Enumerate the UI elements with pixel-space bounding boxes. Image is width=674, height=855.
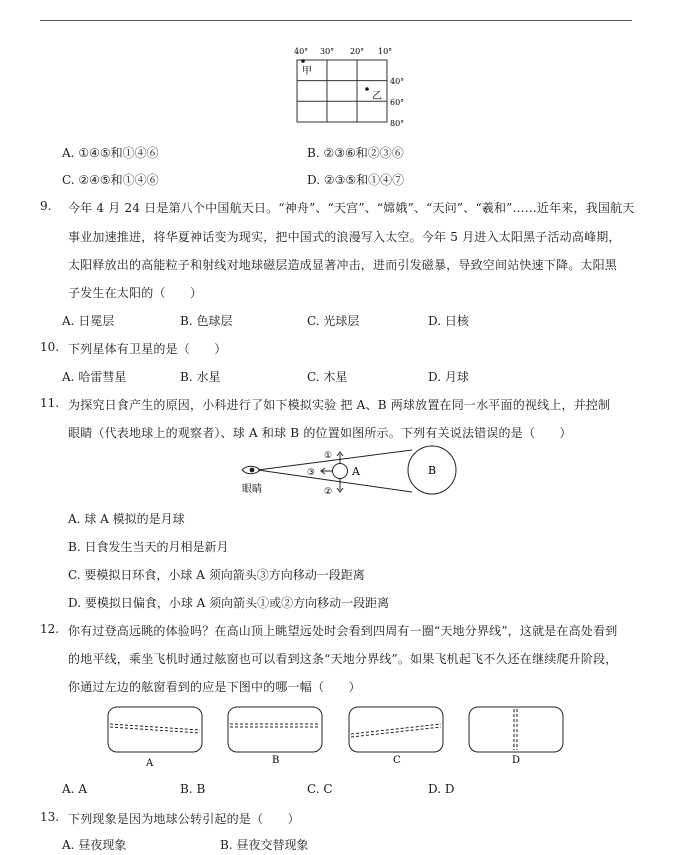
q13-stem: 下列现象是因为地球公转引起的是（ ）: [68, 812, 300, 826]
horizon-a-2: [110, 727, 200, 733]
window-b: [228, 707, 322, 752]
eye-label: 眼睛: [242, 484, 262, 495]
top-label-30: 30°: [320, 47, 335, 56]
figure-label-d: D: [512, 755, 521, 766]
q8-option-d[interactable]: D. ②③⑤和①④⑦: [307, 173, 405, 187]
ball-a-label: A: [352, 465, 360, 478]
q9-line-2: 事业加速推进，将华夏神话变为现实，把中国式的浪漫写入太空。今年 5 月进入太阳黑子活动高峰期，: [68, 230, 621, 244]
q12-line-3: 你通过左边的舷窗看到的应是下图中的哪一幅（ ）: [68, 680, 361, 694]
ball-b-label: B: [428, 464, 437, 477]
latlong-grid-figure: [280, 42, 410, 130]
q9-option-d[interactable]: D. 日核: [428, 314, 469, 328]
q11-option-d[interactable]: D. 要模拟日偏食，小球 A 须向箭头①或②方向移动一段距离: [68, 596, 390, 610]
figure-label-c: C: [393, 755, 401, 766]
q11-option-a[interactable]: A. 球 A 模拟的是月球: [68, 512, 185, 526]
window-horizon-figures: [100, 704, 570, 770]
window-d: [469, 707, 563, 752]
q9-option-c[interactable]: C. 光球层: [307, 314, 360, 328]
top-label-10: 10°: [378, 47, 393, 56]
right-label-60: 60°: [390, 98, 405, 107]
q9-number: 9.: [40, 199, 52, 213]
q12-line-2: 的地平线，乘坐飞机时通过舷窗也可以看到这条“天地分界线”。如果飞机起飞不久还在继续爬升阶段，: [68, 652, 618, 666]
q10-option-c[interactable]: C. 木星: [307, 370, 348, 384]
q9-line-3: 太阳释放出的高能粒子和射线对地球磁层造成显著冲击，进而引发磁暴，导致空间站快速下降。太阳黑: [68, 258, 618, 272]
q13-option-a[interactable]: A. 昼夜现象: [62, 838, 127, 852]
horizon-a-1: [110, 724, 200, 730]
q8-option-c[interactable]: C. ②④⑤和①④⑥: [62, 173, 159, 187]
q10-number: 10.: [40, 340, 60, 354]
q11-option-c[interactable]: C. 要模拟日环食，小球 A 须向箭头③方向移动一段距离: [68, 568, 365, 582]
q10-option-b[interactable]: B. 水星: [180, 370, 221, 384]
q12-option-b[interactable]: B. B: [180, 782, 206, 796]
q10-option-d[interactable]: D. 月球: [428, 370, 469, 384]
right-label-80: 80°: [390, 119, 405, 128]
header-rule: [40, 20, 632, 21]
q12-option-c[interactable]: C. C: [307, 782, 333, 796]
q11-number: 11.: [40, 396, 60, 410]
eclipse-experiment-figure: [236, 444, 462, 504]
q8-option-b[interactable]: B. ②③⑥和②③⑥: [307, 146, 404, 160]
eye-pupil: [250, 468, 255, 473]
q9-option-a[interactable]: A. 日冕层: [62, 314, 115, 328]
q12-option-a[interactable]: A. A: [62, 782, 87, 796]
q10-option-a[interactable]: A. 哈雷彗星: [62, 370, 127, 384]
ball-a: [333, 464, 348, 479]
q12-option-d[interactable]: D. D: [428, 782, 455, 796]
q11-line-1: 为探究日食产生的原因，小科进行了如下模拟实验 把 A、B 两球放置在同一水平面的视线上，并控制: [68, 398, 611, 412]
q12-line-1: 你有过登高远眺的体验吗？在高山顶上眺望远处时会看到四周有一圈“天地分界线”，这就是在高处看到: [68, 624, 618, 638]
top-label-20: 20°: [350, 47, 365, 56]
point-jia-label: 甲: [302, 66, 312, 77]
figure-label-b: B: [272, 755, 280, 766]
q8-option-a[interactable]: A. ①④⑤和①④⑥: [62, 146, 159, 160]
point-jia-dot: [301, 59, 305, 63]
point-yi-label: 乙: [372, 91, 382, 102]
q13-number: 13.: [40, 810, 60, 824]
q9-option-b[interactable]: B. 色球层: [180, 314, 233, 328]
q10-stem: 下列星体有卫星的是（ ）: [68, 342, 227, 356]
arrow-up-label: ①: [324, 451, 333, 461]
q13-option-b[interactable]: B. 昼夜交替现象: [220, 838, 309, 852]
point-yi-dot: [365, 87, 369, 91]
right-label-40: 40°: [390, 77, 405, 86]
arrow-down-label: ②: [324, 487, 333, 497]
top-label-40: 40°: [294, 47, 309, 56]
q9-line-1: 今年 4 月 24 日是第八个中国航天日。“神舟”、“天宫”、“嫦娥”、“天问”、“羲和”……近年来，我国航天: [68, 201, 635, 215]
q11-line-2: 眼睛（代表地球上的观察者）、球 A 和球 B 的位置如图所示。下列有关说法错误的是（ ）: [68, 426, 572, 440]
figure-label-a: A: [146, 758, 154, 769]
q11-option-b[interactable]: B. 日食发生当天的月相是新月: [68, 540, 229, 554]
arrow-left-label: ③: [307, 468, 316, 478]
q9-line-4: 子发生在太阳的（ ）: [68, 286, 203, 300]
q12-number: 12.: [40, 622, 60, 636]
